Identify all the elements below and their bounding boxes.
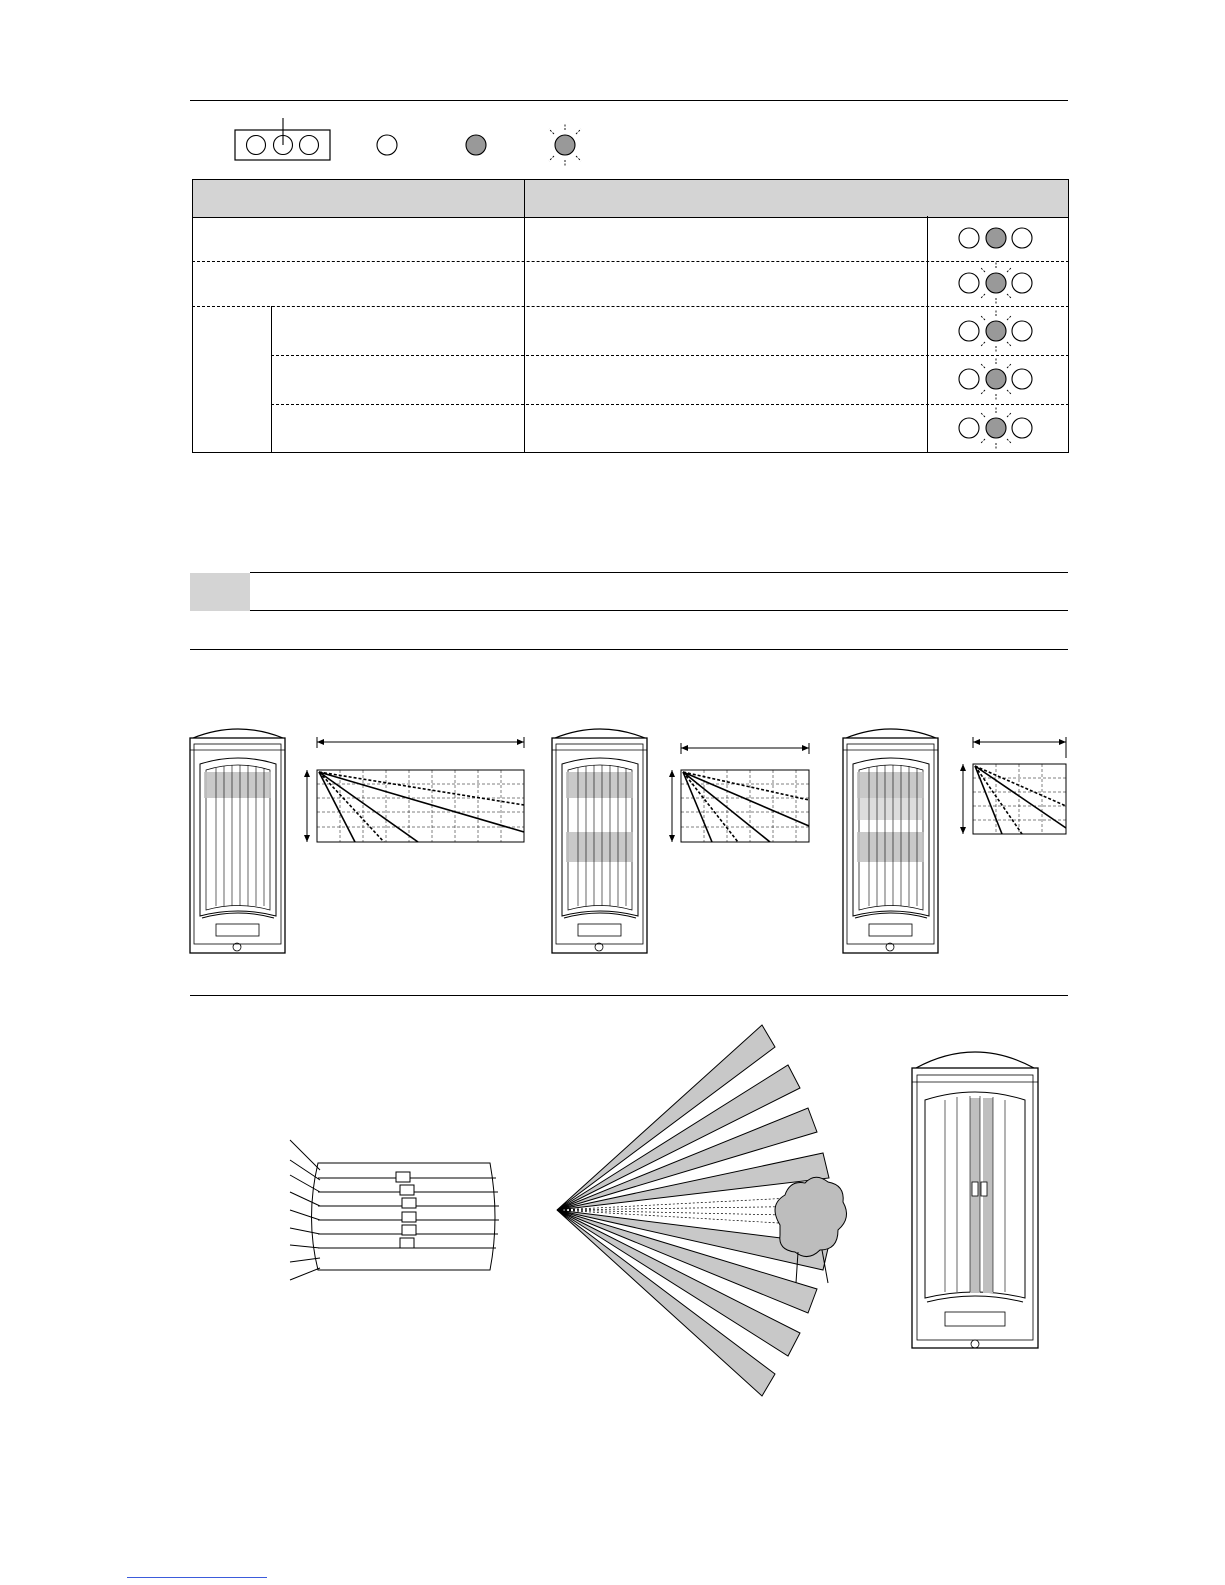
detection-zone-diagram bbox=[557, 1025, 847, 1396]
footer-link-underline[interactable] bbox=[127, 1577, 267, 1578]
lens-diagram bbox=[290, 1140, 499, 1280]
cabinet-figure-4 bbox=[912, 1052, 1038, 1348]
